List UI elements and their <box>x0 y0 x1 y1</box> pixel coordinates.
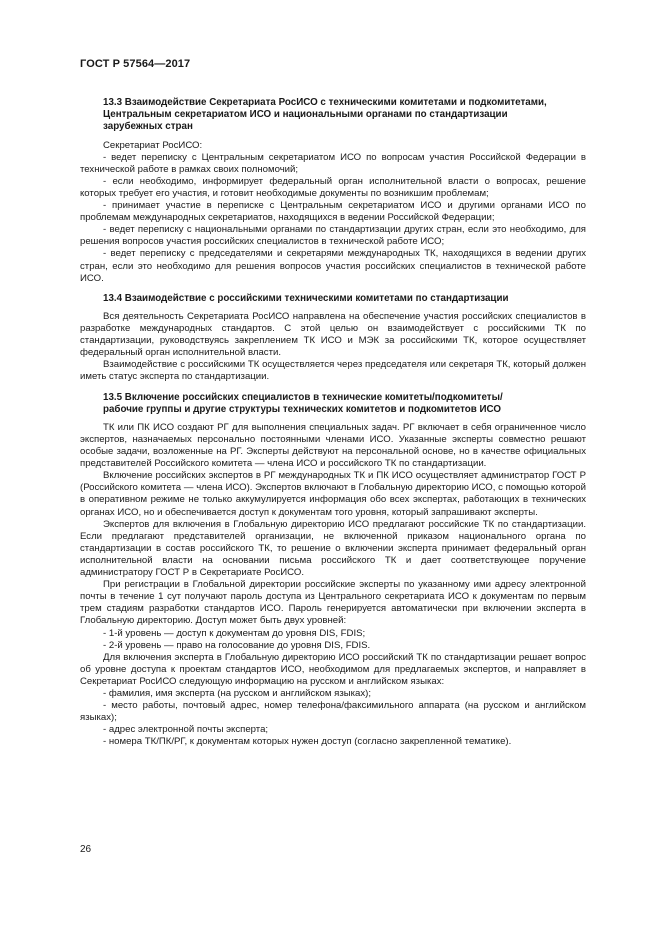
section-title-line: рабочие группы и другие структуры технических комитетов и подкомитетов ИСО <box>103 403 501 415</box>
page-number: 26 <box>80 844 92 855</box>
paragraph: Включение российских экспертов в РГ международных ТК и ПК ИСО осуществляет администратор ГОСТ Р (Российского комитета — члена ИСО). Экспертов включают в Глобальную директорию ИСО, с помощью которой в оперативном режиме не только аккумулируется информация обо всех экспертах, работающих в технических органах ИСО, но и обеспечивается доступ к документам того уровня, который запрашивают эксперты. <box>80 470 586 518</box>
section-title-line: 13.5 Включение российских специалистов в технические комитеты/подкомитеты/ <box>103 391 503 403</box>
list-item: - фамилия, имя эксперта (на русском и английском языках); <box>103 687 372 699</box>
list-item: - если необходимо, информирует федеральный орган исполнительной власти о вопросах, решение которых требует его участия, и готовит необходимые документы по возникшим проблемам; <box>80 175 586 199</box>
paragraph: При регистрации в Глобальной директории российские эксперты по указанному ими адресу электронной почты в течение 1 сут получают пароль доступа из Центрального секретариата ИСО к документам по первым трем стадиям разработки стандартов ИСО. Пароль генерируется автоматически при включении эксперта в Глобальную директорию. Доступ может быть двух уровней: <box>80 579 586 627</box>
section-title <box>80 97 586 134</box>
document-header: ГОСТ Р 57564—2017 <box>80 58 191 70</box>
section-title-line: зарубежных стран <box>103 121 193 133</box>
section-title <box>80 293 586 305</box>
list-item: - место работы, почтовый адрес, номер телефона/факсимильного аппарата (на русском и английском языках); <box>80 700 586 724</box>
paragraph: Экспертов для включения в Глобальную директорию ИСО предлагают российские ТК по стандартизации. Если предлагают представителей организации, не включенной приказом национального органа по стандартизации в состав российского ТК, то решение о включении эксперта принимает федеральный орган исполнительной власти на основании письма российского ТК и дает соответствующее поручение администратору ГОСТ Р в Секретариате РосИСО. <box>80 518 586 579</box>
list-item: - принимает участие в переписке с Центральным секретариатом ИСО и другими органами ИСО по проблемам международных секретариатов, находящихся в ведении Российской Федерации; <box>80 200 586 224</box>
paragraph: ТК или ПК ИСО создают РГ для выполнения специальных задач. РГ включает в себя ограниченное число экспертов, назначаемых персонально постоянными членами ИСО. Указанные эксперты совместно решают особые задачи, возложенные на РГ. Эксперты действуют на персональной основе, но в качестве официальных представителей Российского комитета — члена ИСО и российского ТК по стандартизации. <box>80 421 586 470</box>
list-item: - 2-й уровень — право на голосование до уровня DIS, FDIS. <box>103 639 371 651</box>
section-title-line: Центральным секретариатом ИСО и национальными органами по стандартизации <box>103 109 508 121</box>
document-body <box>80 97 586 748</box>
paragraph: Для включения эксперта в Глобальную директорию ИСО российский ТК по стандартизации решает вопрос об уровне доступа к проектам стандартов ИСО, необходимом для предлагаемых экспертов, и направляет в Секретариат РосИСО следующую информацию на русском и английском языках: <box>80 651 586 687</box>
list-item: - 1-й уровень — доступ к документам до уровня DIS, FDIS; <box>103 627 366 639</box>
section-13-5 <box>80 392 586 749</box>
list-item: - номера ТК/ПК/РГ, к документам которых нужен доступ (согласно закрепленной тематике). <box>103 736 512 748</box>
paragraph: Вся деятельность Секретариата РосИСО направлена на обеспечение участия российских специалистов в разработке международных стандартов. С этой целью он взаимодействует с российскими ТК по стандартизации, руководствуясь закреплением ТК ИСО и МЭК за российскими ТК, которое осуществляет федеральный орган исполнительной власти. <box>80 310 586 359</box>
section-title-line: 13.3 Взаимодействие Секретариата РосИСО с техническими комитетами и подкомитетами, <box>103 97 547 108</box>
section-title-line: 13.4 Взаимодействие с российскими техническими комитетами по стандартизации <box>103 292 509 304</box>
list-item: - ведет переписку с национальными органами по стандартизации других стран, если это необходимо, для решения вопросов участия российских специалистов в технической работе ИСО; <box>80 224 586 248</box>
list-item: - адрес электронной почты эксперта; <box>103 724 269 736</box>
paragraph: Секретариат РосИСО: <box>103 139 203 151</box>
paragraph: Взаимодействие с российскими ТК осуществляется через председателя или секретаря ТК, который должен иметь статус эксперта по стандартизации. <box>80 359 586 383</box>
section-13-4 <box>80 293 586 384</box>
section-title <box>80 392 586 416</box>
list-item: - ведет переписку с председателями и секретарями международных ТК, находящихся в ведении других стран, если это необходимо для решения вопросов участия российских специалистов в технической работе ИСО. <box>80 248 586 284</box>
section-13-3 <box>80 97 586 285</box>
list-item: - ведет переписку с Центральным секретариатом ИСО по вопросам участия Российской Федерации в технической работе в рамках своих полномочий; <box>80 151 586 175</box>
